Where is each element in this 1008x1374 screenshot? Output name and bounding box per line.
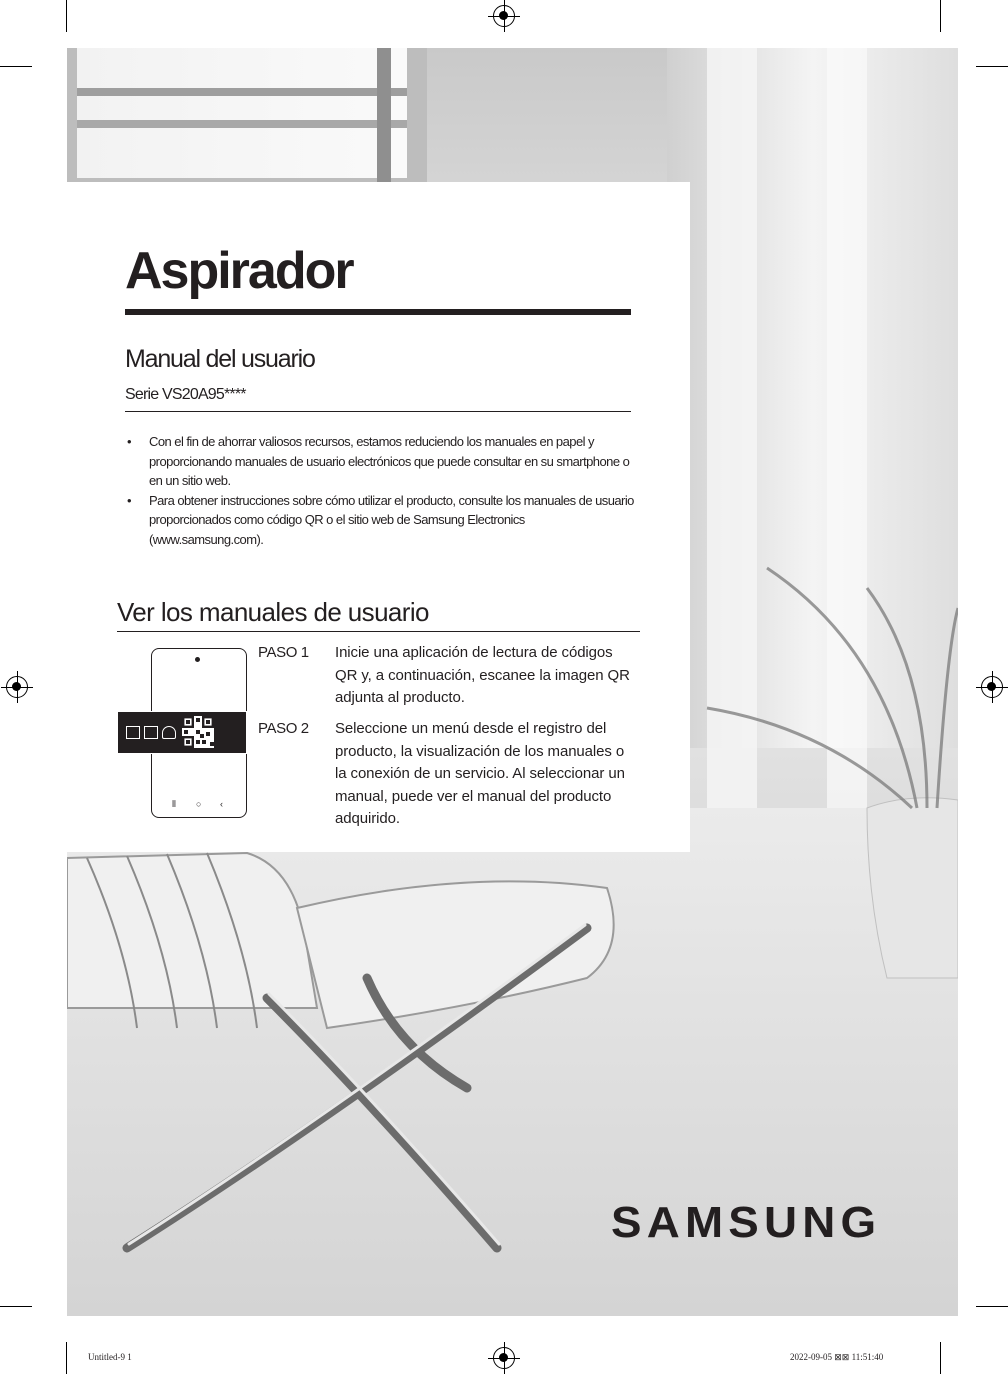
crop-mark [976, 66, 1008, 67]
bullet-text: Con el fin de ahorrar valiosos recursos, estamos reduciendo los manuales en papel y proporcionando manuales de usuario electrónicos que puede consultar en su smartphone o en un sitio web. [149, 434, 630, 489]
registration-mark-icon [6, 676, 28, 698]
list-item [125, 491, 635, 550]
crop-mark [0, 1306, 32, 1307]
registration-mark-icon [493, 1347, 515, 1369]
registration-mark-icon [981, 676, 1003, 698]
step-1-label: PASO 1 [258, 644, 309, 661]
bullet-icon: • [127, 492, 132, 508]
crop-mark [940, 1342, 941, 1374]
crop-mark [66, 1342, 67, 1374]
step-1-text: Inicie una aplicación de lectura de códigos QR y, a continuación, escanee la imagen QR adjunta al producto. [335, 644, 630, 706]
home-icon: ○ [196, 799, 202, 809]
bullet-text: Para obtener instrucciones sobre cómo utilizar el producto, consulte los manuales de usuario proporcionados como código QR o el sitio web de Samsung Electronics (www.samsung.com). [149, 492, 634, 547]
crop-mark [976, 1306, 1008, 1307]
crop-mark [66, 0, 67, 32]
phone-navbar [152, 799, 246, 809]
crop-mark [940, 0, 941, 32]
crop-mark [0, 66, 32, 67]
back-icon: ‹ [220, 799, 223, 809]
model-series: Serie VS20A95**** [125, 386, 246, 403]
support-headset-icon [162, 726, 176, 739]
manual-book-icon [144, 726, 158, 739]
camera-icon [195, 657, 200, 662]
info-bullet-list [125, 432, 635, 550]
cover-panel [67, 182, 690, 852]
register-icon [126, 726, 140, 739]
qr-code-icon [182, 716, 214, 748]
list-item [125, 432, 635, 491]
qr-label-card [117, 711, 247, 754]
series-divider [125, 411, 631, 412]
print-file-label: Untitled-9 1 [88, 1352, 132, 1362]
registration-mark-icon [493, 5, 515, 27]
bullet-icon: • [127, 434, 132, 449]
document-title: Aspirador [125, 242, 353, 300]
document-subtitle: Manual del usuario [125, 345, 315, 373]
recent-apps-icon: ⦀ [172, 799, 176, 809]
title-divider [125, 309, 631, 315]
step-2-label: PASO 2 [258, 720, 309, 737]
section-divider [117, 631, 640, 632]
section-title: Ver los manuales de usuario [117, 597, 429, 627]
step-2-text: Seleccione un menú desde el registro del producto, la visualización de los manuales o la conexión de un servicio. Al seleccionar un manual, puede ver el manual del producto adquirido. [335, 720, 625, 827]
print-timestamp: 2022-09-05 ⊠⊠ 11:51:40 [790, 1352, 884, 1362]
samsung-logo: SAMSUNG [611, 1198, 882, 1247]
